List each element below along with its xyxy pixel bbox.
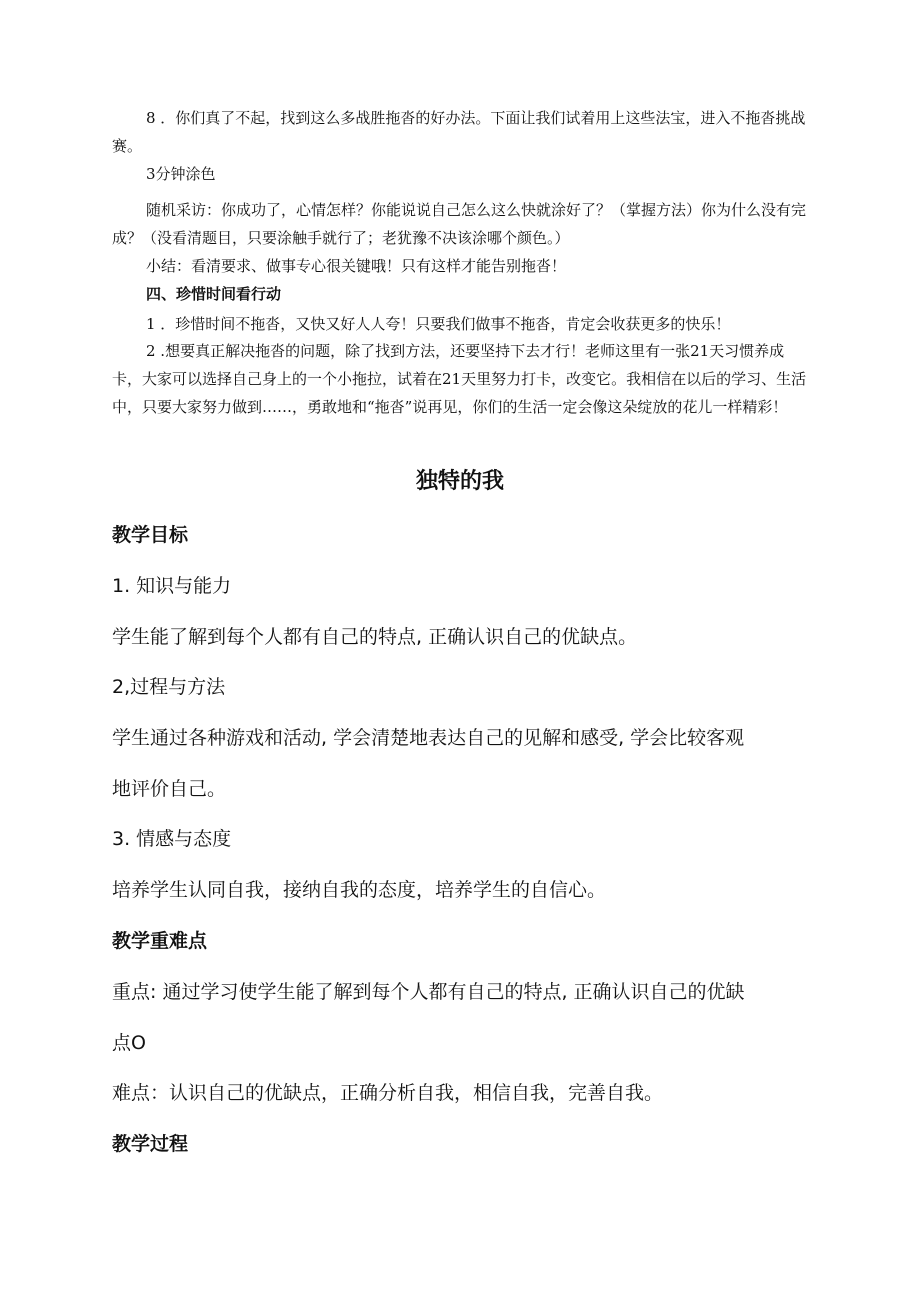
item-2-paragraph: 2 .想要真正解决拖沓的问题，除了找到方法，还要坚持下去才行！老师这里有一张21天习惯养成卡，大家可以选择自己身上的一个小拖拉，试着在21天里努力打卡，改变它。我相信在以后的学习、生活中，只要大家努力做到……，勇敢地和“拖沓”说再见，你们的生活一定会像这朵绽放的花儿一样精彩！	[112, 342, 807, 416]
goal-2-text-line-1: 学生通过各种游戏和活动, 学会清楚地表达自己的见解和感受, 学会比较客观	[112, 727, 745, 749]
teaching-goals-heading: 教学目标	[112, 524, 189, 546]
paragraph-8: 8 ．你们真了不起，找到这么多战胜拖沓的好办法。下面让我们试着用上这些法宝，进入不拖沓挑战赛。	[112, 109, 806, 155]
goal-2-text-line-2: 地评价自己。	[112, 778, 227, 800]
key-point-line-1: 重点: 通过学习使学生能了解到每个人都有自己的特点, 正确认识自己的优缺	[112, 981, 745, 1003]
difficulty-text: 难点：认识自己的优缺点，正确分析自我，相信自我，完善自我。	[112, 1082, 664, 1104]
goal-3-text: 培养学生认同自我，接纳自我的态度，培养学生的自信心。	[112, 879, 607, 901]
teaching-process-heading: 教学过程	[112, 1133, 189, 1155]
item-1-paragraph: 1 ．珍惜时间不拖沓，又快又好人人夸！只要我们做事不拖沓，肯定会收获更多的快乐！	[146, 315, 731, 333]
goal-1-heading: 1. 知识与能力	[112, 575, 232, 597]
key-point-line-2: 点O	[112, 1032, 146, 1054]
goal-3-heading: 3. 情感与态度	[112, 828, 232, 850]
random-interview-paragraph: 随机采访：你成功了，心情怎样？你能说说自己怎么这么快就涂好了？（掌握方法）你为什么没有完成？（没看清题目，只要涂触手就行了；老犹豫不决该涂哪个颜色。）	[112, 201, 807, 247]
lesson-title: 独特的我	[415, 469, 504, 494]
color-task-label: 3分钟涂色	[146, 165, 216, 183]
goal-2-heading: 2,过程与方法	[112, 676, 226, 698]
key-points-heading: 教学重难点	[112, 930, 208, 952]
section-4-heading: 四、珍惜时间看行动	[146, 285, 282, 303]
summary-paragraph: 小结：看清要求、做事专心很关键哦！只有这样才能告别拖沓！	[146, 257, 567, 275]
goal-1-text: 学生能了解到每个人都有自己的特点, 正确认识自己的优缺点。	[112, 626, 638, 648]
